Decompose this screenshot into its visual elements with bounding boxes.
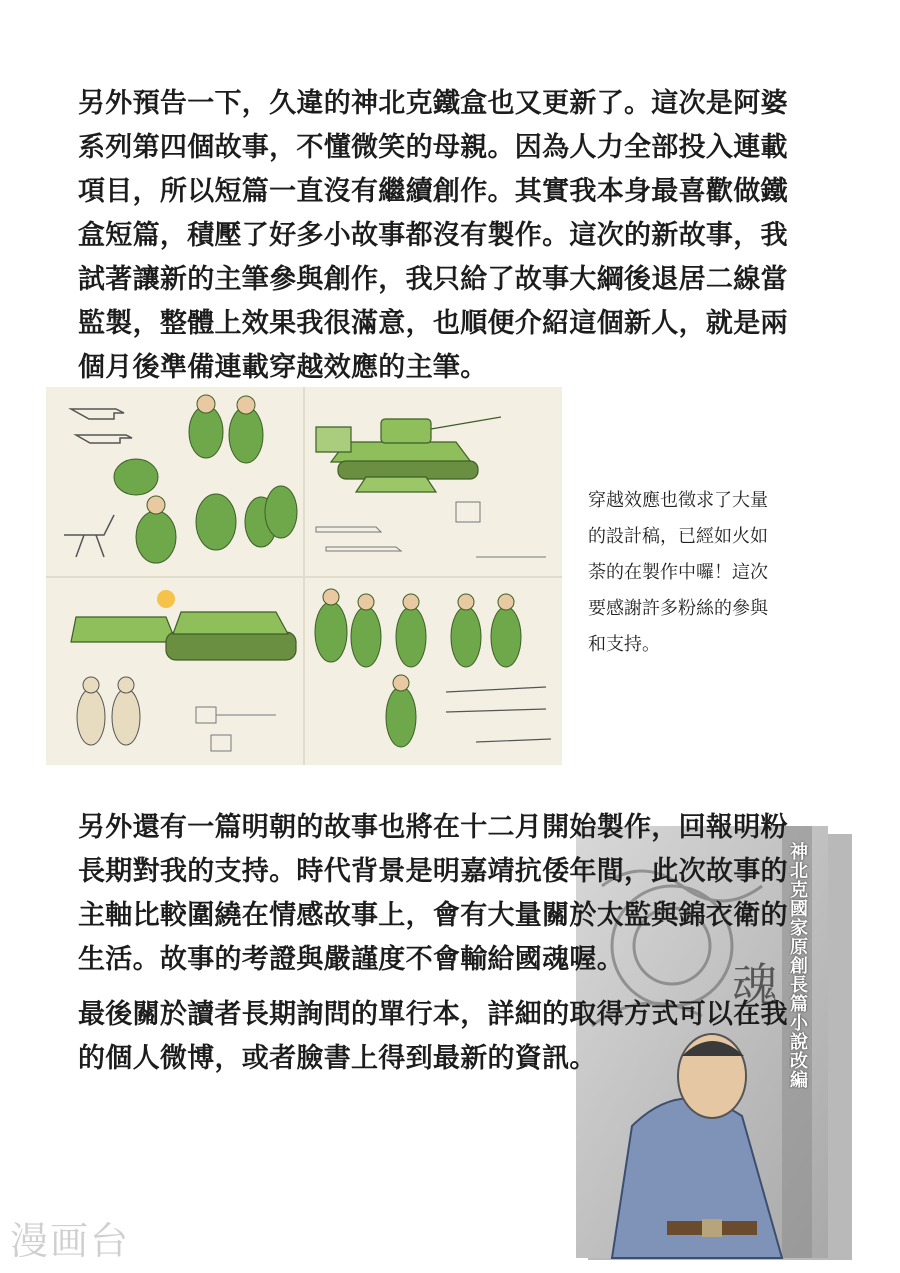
intro-line: 盒短篇，積壓了好多小故事都沒有製作。這次的新故事，我 [78,220,788,251]
intro-line: 項目，所以短篇一直沒有繼續創作。其實我本身最喜歡做鐵 [78,176,788,207]
closing-paragraph [78,993,788,1081]
intro-line: 系列第四個故事，不懂微笑的母親。因為人力全部投入連載 [78,132,788,163]
sketch-caption [588,483,768,663]
intro-line: 監製，整體上效果我很滿意，也順便介紹這個新人，就是兩 [78,308,788,339]
intro-line: 試著讓新的主筆參與創作，我只給了故事大綱後退居二線當 [78,264,788,295]
intro-paragraph [78,82,788,390]
concept-sketch-drawing [46,387,562,765]
ming-line: 主軸比較圍繞在情感故事上，會有大量關於太監與錦衣衛的 [78,900,788,931]
ming-paragraph [78,806,788,982]
book-spine-title: 神北克國家原創長篇小說改編 [787,842,808,1089]
caption-line: 荼的在製作中囉！這次 [588,562,768,583]
intro-line: 個月後準備連載穿越效應的主筆。 [78,352,488,383]
caption-line: 的設計稿，已經如火如 [588,526,768,547]
ming-line: 長期對我的支持。時代背景是明嘉靖抗倭年間，此次故事的 [78,856,788,887]
concept-sketch-image [46,387,562,765]
ming-line: 生活。故事的考證與嚴謹度不會輸給國魂喔。 [78,944,624,975]
closing-line: 的個人微博，或者臉書上得到最新的資訊。 [78,1043,597,1074]
svg-text:魂: 魂 [732,958,778,1012]
caption-line: 和支持。 [588,634,660,655]
caption-line: 要感謝許多粉絲的參與 [588,598,768,619]
intro-line: 另外預告一下，久違的神北克鐵盒也又更新了。這次是阿婆 [78,88,788,119]
closing-line: 最後關於讀者長期詢問的單行本，詳細的取得方式可以在我 [78,999,788,1030]
caption-line: 穿越效應也徵求了大量 [588,490,768,511]
watermark-logo: 漫画台 [10,1219,131,1263]
ming-line: 另外還有一篇明朝的故事也將在十二月開始製作，回報明粉 [78,812,788,843]
